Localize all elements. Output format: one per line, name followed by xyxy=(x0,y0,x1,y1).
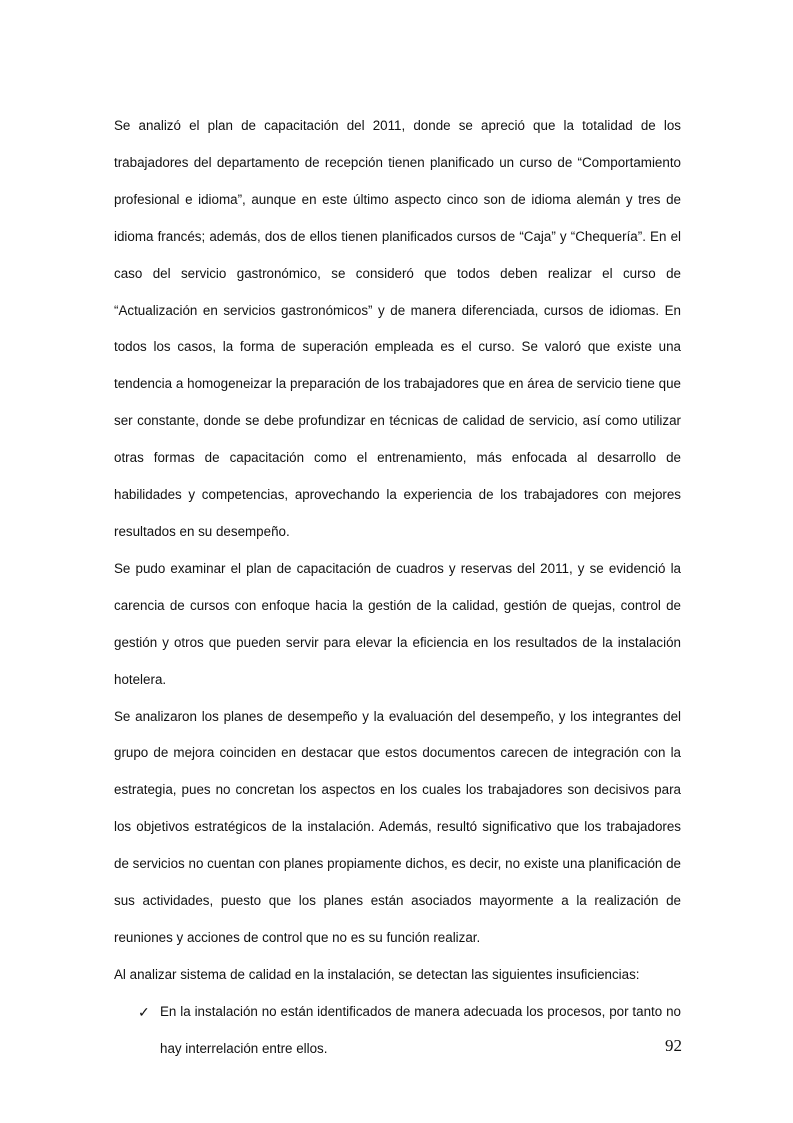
check-icon: ✓ xyxy=(138,1003,150,1020)
page-number: 92 xyxy=(665,1036,682,1055)
paragraph-performance-plans: Se analizaron los planes de desempeño y la evaluación del desempeño, y los integrantes del grupo de mejora coinciden en destacar que estos documentos carecen de integración con la estrategia, pues no concretan los aspectos en los cuales los trabajadores son decisivos para los objetivos estratégicos de la instalación. Además, resultó significativo que los trabajadores de servicios no cuentan con planes propiamente dichos, es decir, no existe una planificación de sus actividades, puesto que los planes están asociados mayormente a la realización de reuniones y acciones de control que no es su función realizar. xyxy=(114,708,681,945)
list-item-text: En la instalación no están identificados de manera adecuada los procesos, por tanto no hay interrelación entre ellos. xyxy=(160,1003,681,1056)
document-body xyxy=(114,108,681,1068)
paragraph-training-plan: Se analizó el plan de capacitación del 2011, donde se apreció que la totalidad de los trabajadores del departamento de recepción tienen planificado un curso de “Comportamiento profesional e idioma”, aunque en este último aspecto cinco son de idioma alemán y tres de idioma francés; además, dos de ellos tienen planificados cursos de “Caja” y “Chequería”. En el caso del servicio gastronómico, se consideró que todos deben realizar el curso de “Actualización en servicios gastronómicos” y de manera diferenciada, cursos de idiomas. En todos los casos, la forma de superación empleada es el curso. Se valoró que existe una tendencia a homogeneizar la preparación de los trabajadores que en área de servicio tiene que ser constante, donde se debe profundizar en técnicas de calidad de servicio, así como utilizar otras formas de capacitación como el entrenamiento, más enfocada al desarrollo de habilidades y competencias, aprovechando la experiencia de los trabajadores con mejores resultados en su desempeño. xyxy=(114,118,681,539)
paragraph-cadres-plan: Se pudo examinar el plan de capacitación de cuadros y reservas del 2011, y se evidenció la carencia de cursos con enfoque hacia la gestión de la calidad, gestión de quejas, control de gestión y otros que pueden servir para elevar la eficiencia en los resultados de la instalación hotelera. xyxy=(114,560,681,687)
list-item xyxy=(114,994,681,1068)
paragraph-quality-system-intro: Al analizar sistema de calidad en la instalación, se detectan las siguientes insuficiencias: xyxy=(114,966,640,982)
